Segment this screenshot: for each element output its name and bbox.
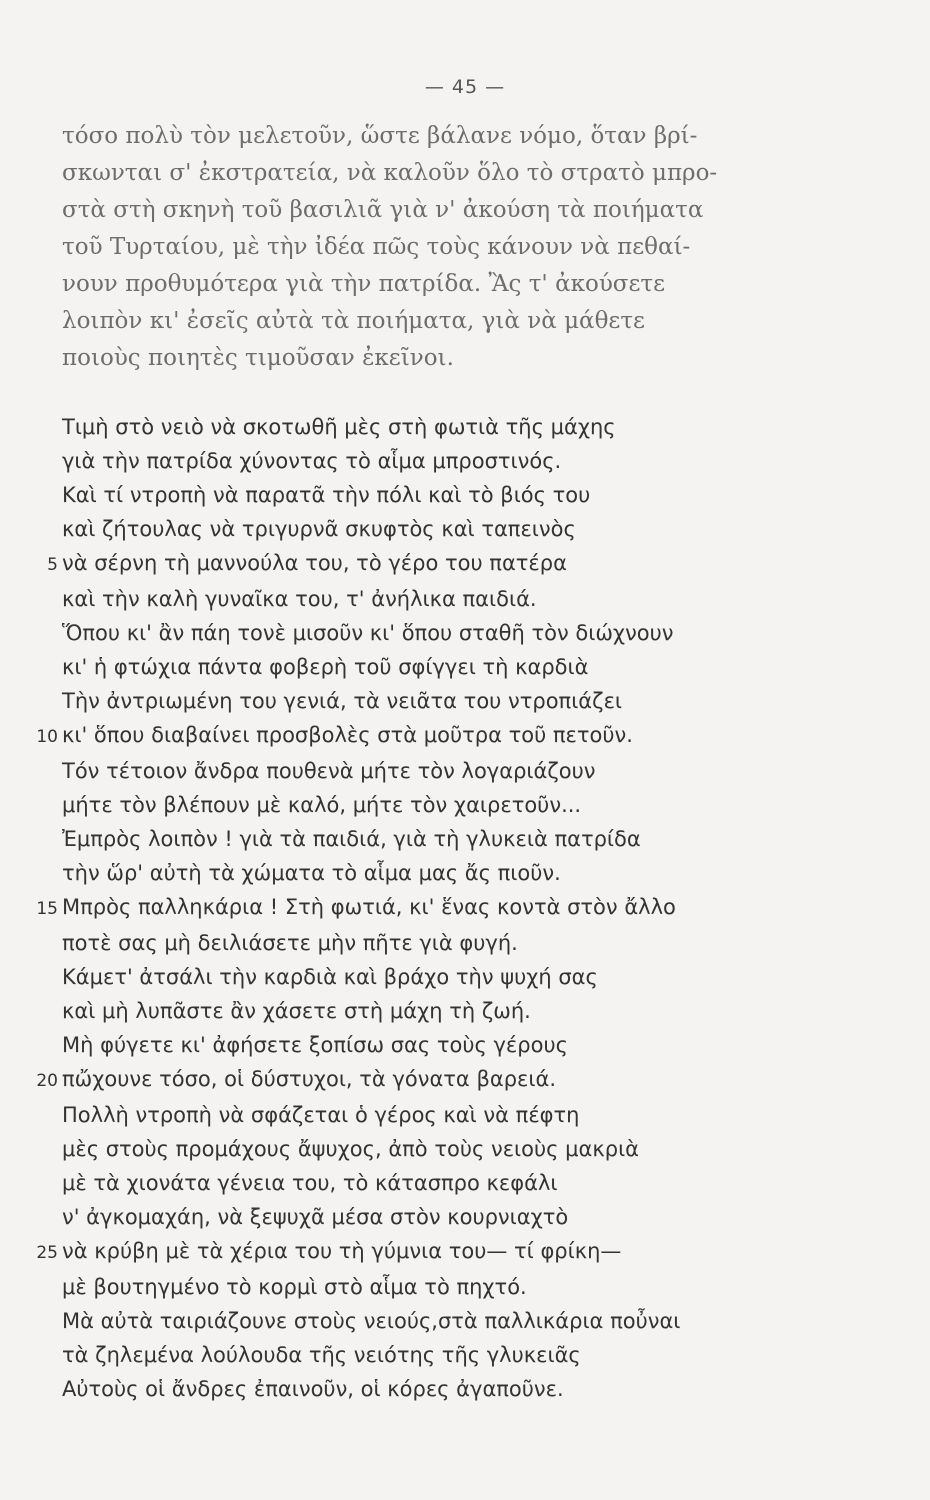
verse-text: μὲ βουτηγμένο τὸ κορμὶ στὸ αἷμα τὸ πηχτό.	[62, 1275, 527, 1299]
verse-text: τὴν ὥρ' αὐτὴ τὰ χώματα τὸ αἷμα μας ἄς πιοῦν.	[62, 861, 561, 885]
poem-line	[20, 1028, 900, 1062]
line-number: 10	[36, 727, 58, 747]
verse-text: μὲς στοὺς προμάχους ἄψυχος, ἀπὸ τοὺς νειοὺς μακριὰ	[62, 1137, 640, 1161]
poem-line	[20, 856, 900, 890]
prose-line: στὰ στὴ σκηνὴ τοῦ βασιλιᾶ γιὰ ν' ἀκούση τὰ ποιήματα	[62, 197, 704, 223]
poem-line	[20, 926, 900, 960]
verse-text: Τὴν ἀντριωμένη του γενιά, τὰ νειᾶτα του ντροπιάζει	[62, 689, 623, 713]
verse-text: μήτε τὸν βλέπουν μὲ καλό, μήτε τὸν χαιρετοῦν...	[62, 793, 582, 817]
verse-text: τὰ ζηλεμένα λούλουδα τῆς νειότης τῆς γλυκειᾶς	[62, 1343, 581, 1367]
poem-line	[20, 754, 900, 788]
verse-text: Ἐμπρὸς λοιπὸν ! γιὰ τὰ παιδιά, γιὰ τὴ γλυκειὰ πατρίδα	[62, 827, 641, 851]
line-number: 5	[47, 555, 58, 575]
poem-line	[20, 890, 900, 926]
verse-text: πὤχουνε τόσο, οἱ δύστυχοι, τὰ γόνατα βαρειά.	[62, 1067, 557, 1091]
poem-line	[20, 960, 900, 994]
page-number: — 45 —	[424, 76, 506, 98]
line-number: 20	[36, 1071, 58, 1091]
poem-line	[20, 582, 900, 616]
poem-line	[20, 616, 900, 650]
verse-text: κι' ὅπου διαβαίνει προσβολὲς στὰ μοῦτρα τοῦ πετοῦν.	[62, 723, 633, 747]
poem-line	[20, 1132, 900, 1166]
line-number: 15	[36, 899, 58, 919]
poem-line	[20, 546, 900, 582]
verse-text: Μὴ φύγετε κι' ἀφήσετε ξοπίσω σας τοὺς γέρους	[62, 1033, 568, 1057]
prose-line: τοῦ Τυρταίου, μὲ τὴν ἰδέα πῶς τοὺς κάνουν νὰ πεθαί-	[62, 234, 691, 260]
verse-text: Τιμὴ στὸ νειὸ νὰ σκοτωθῆ μὲς στὴ φωτιὰ τῆς μάχης	[62, 415, 616, 439]
poem-line	[20, 718, 900, 754]
verse-text: καὶ τὴν καλὴ γυναῖκα του, τ' ἀνήλικα παιδιά.	[62, 587, 537, 611]
prose-line: νουν προθυμότερα γιὰ τὴν πατρίδα. Ἂς τ' ἀκούσετε	[62, 271, 666, 297]
poem-line	[20, 1098, 900, 1132]
verse-text: Αὐτοὺς οἱ ἄνδρες ἐπαινοῦν, οἱ κόρες ἀγαποῦνε.	[62, 1377, 564, 1401]
poem-line	[20, 1270, 900, 1304]
poem-line	[20, 1304, 900, 1338]
poem-line	[20, 1234, 900, 1270]
poem-line	[20, 684, 900, 718]
poem-line	[20, 1200, 900, 1234]
poem-line	[20, 478, 900, 512]
verse-text: καὶ ζήτουλας νὰ τριγυρνᾶ σκυφτὸς καὶ ταπεινὸς	[62, 517, 576, 541]
poem-line	[20, 650, 900, 684]
poem-line	[20, 410, 900, 444]
poem-line	[20, 444, 900, 478]
verse-text: Κάμετ' ἀτσάλι τὴν καρδιὰ καὶ βράχο τὴν ψυχή σας	[62, 965, 598, 989]
prose-line: σκωνται σ' ἐκστρατεία, νὰ καλοῦν ὅλο τὸ στρατὸ μπρο-	[62, 160, 718, 186]
verse-text: Τόν τέτοιον ἄνδρα πουθενὰ μήτε τὸν λογαριάζουν	[62, 759, 596, 783]
verse-text: Καὶ τί ντροπὴ νὰ παρατᾶ τὴν πόλι καὶ τὸ βιός του	[62, 483, 591, 507]
verse-text: νὰ κρύβη μὲ τὰ χέρια του τὴ γύμνια του— τί φρίκη—	[62, 1239, 622, 1263]
verse-text: κι' ἡ φτώχια πάντα φοβερὴ τοῦ σφίγγει τὴ καρδιὰ	[62, 655, 589, 679]
verse-text: Ὅπου κι' ἂν πάη τονὲ μισοῦν κι' ὅπου σταθῆ τὸν διώχνουν	[62, 621, 674, 645]
prose-line: ποιοὺς ποιητὲς τιμοῦσαν ἐκεῖνοι.	[62, 345, 454, 371]
poem-line	[20, 994, 900, 1028]
verse-text: μὲ τὰ χιονάτα γένεια του, τὸ κάτασπρο κεφάλι	[62, 1171, 558, 1195]
prose-paragraph	[62, 118, 802, 377]
verse-text: νὰ σέρνη τὴ μαννούλα του, τὸ γέρο του πατέρα	[62, 551, 567, 575]
poem-line	[20, 822, 900, 856]
poem-line	[20, 1372, 900, 1406]
prose-line: λοιπὸν κι' ἐσεῖς αὐτὰ τὰ ποιήματα, γιὰ νὰ μάθετε	[62, 308, 645, 334]
poem-line	[20, 788, 900, 822]
verse-text: ποτὲ σας μὴ δειλιάσετε μὴν πῆτε γιὰ φυγή.	[62, 931, 518, 955]
verse-text: γιὰ τὴν πατρίδα χύνοντας τὸ αἷμα μπροστινός.	[62, 449, 562, 473]
verse-text: Μπρὸς παλληκάρια ! Στὴ φωτιά, κι' ἕνας κοντὰ στὸν ἄλλο	[62, 895, 676, 919]
poem-line	[20, 1338, 900, 1372]
verse-text: καὶ μὴ λυπᾶστε ἂν χάσετε στὴ μάχη τὴ ζωή.	[62, 999, 531, 1023]
verse-text: Μὰ αὐτὰ ταιριάζουνε στοὺς νειούς,στὰ παλλικάρια ποὖναι	[62, 1309, 681, 1333]
verse-text: ν' ἀγκομαχάη, νὰ ξεψυχᾶ μέσα στὸν κουρνιαχτὸ	[62, 1205, 569, 1229]
poem-line	[20, 512, 900, 546]
line-number: 25	[36, 1243, 58, 1263]
verse-text: Πολλὴ ντροπὴ νὰ σφάζεται ὁ γέρος καὶ νὰ πέφτη	[62, 1103, 580, 1127]
prose-line: τόσο πολὺ τὸν μελετοῦν, ὥστε βάλανε νόμο, ὅταν βρί-	[62, 123, 698, 149]
poem-text	[20, 410, 900, 1406]
poem-line	[20, 1062, 900, 1098]
poem-line	[20, 1166, 900, 1200]
